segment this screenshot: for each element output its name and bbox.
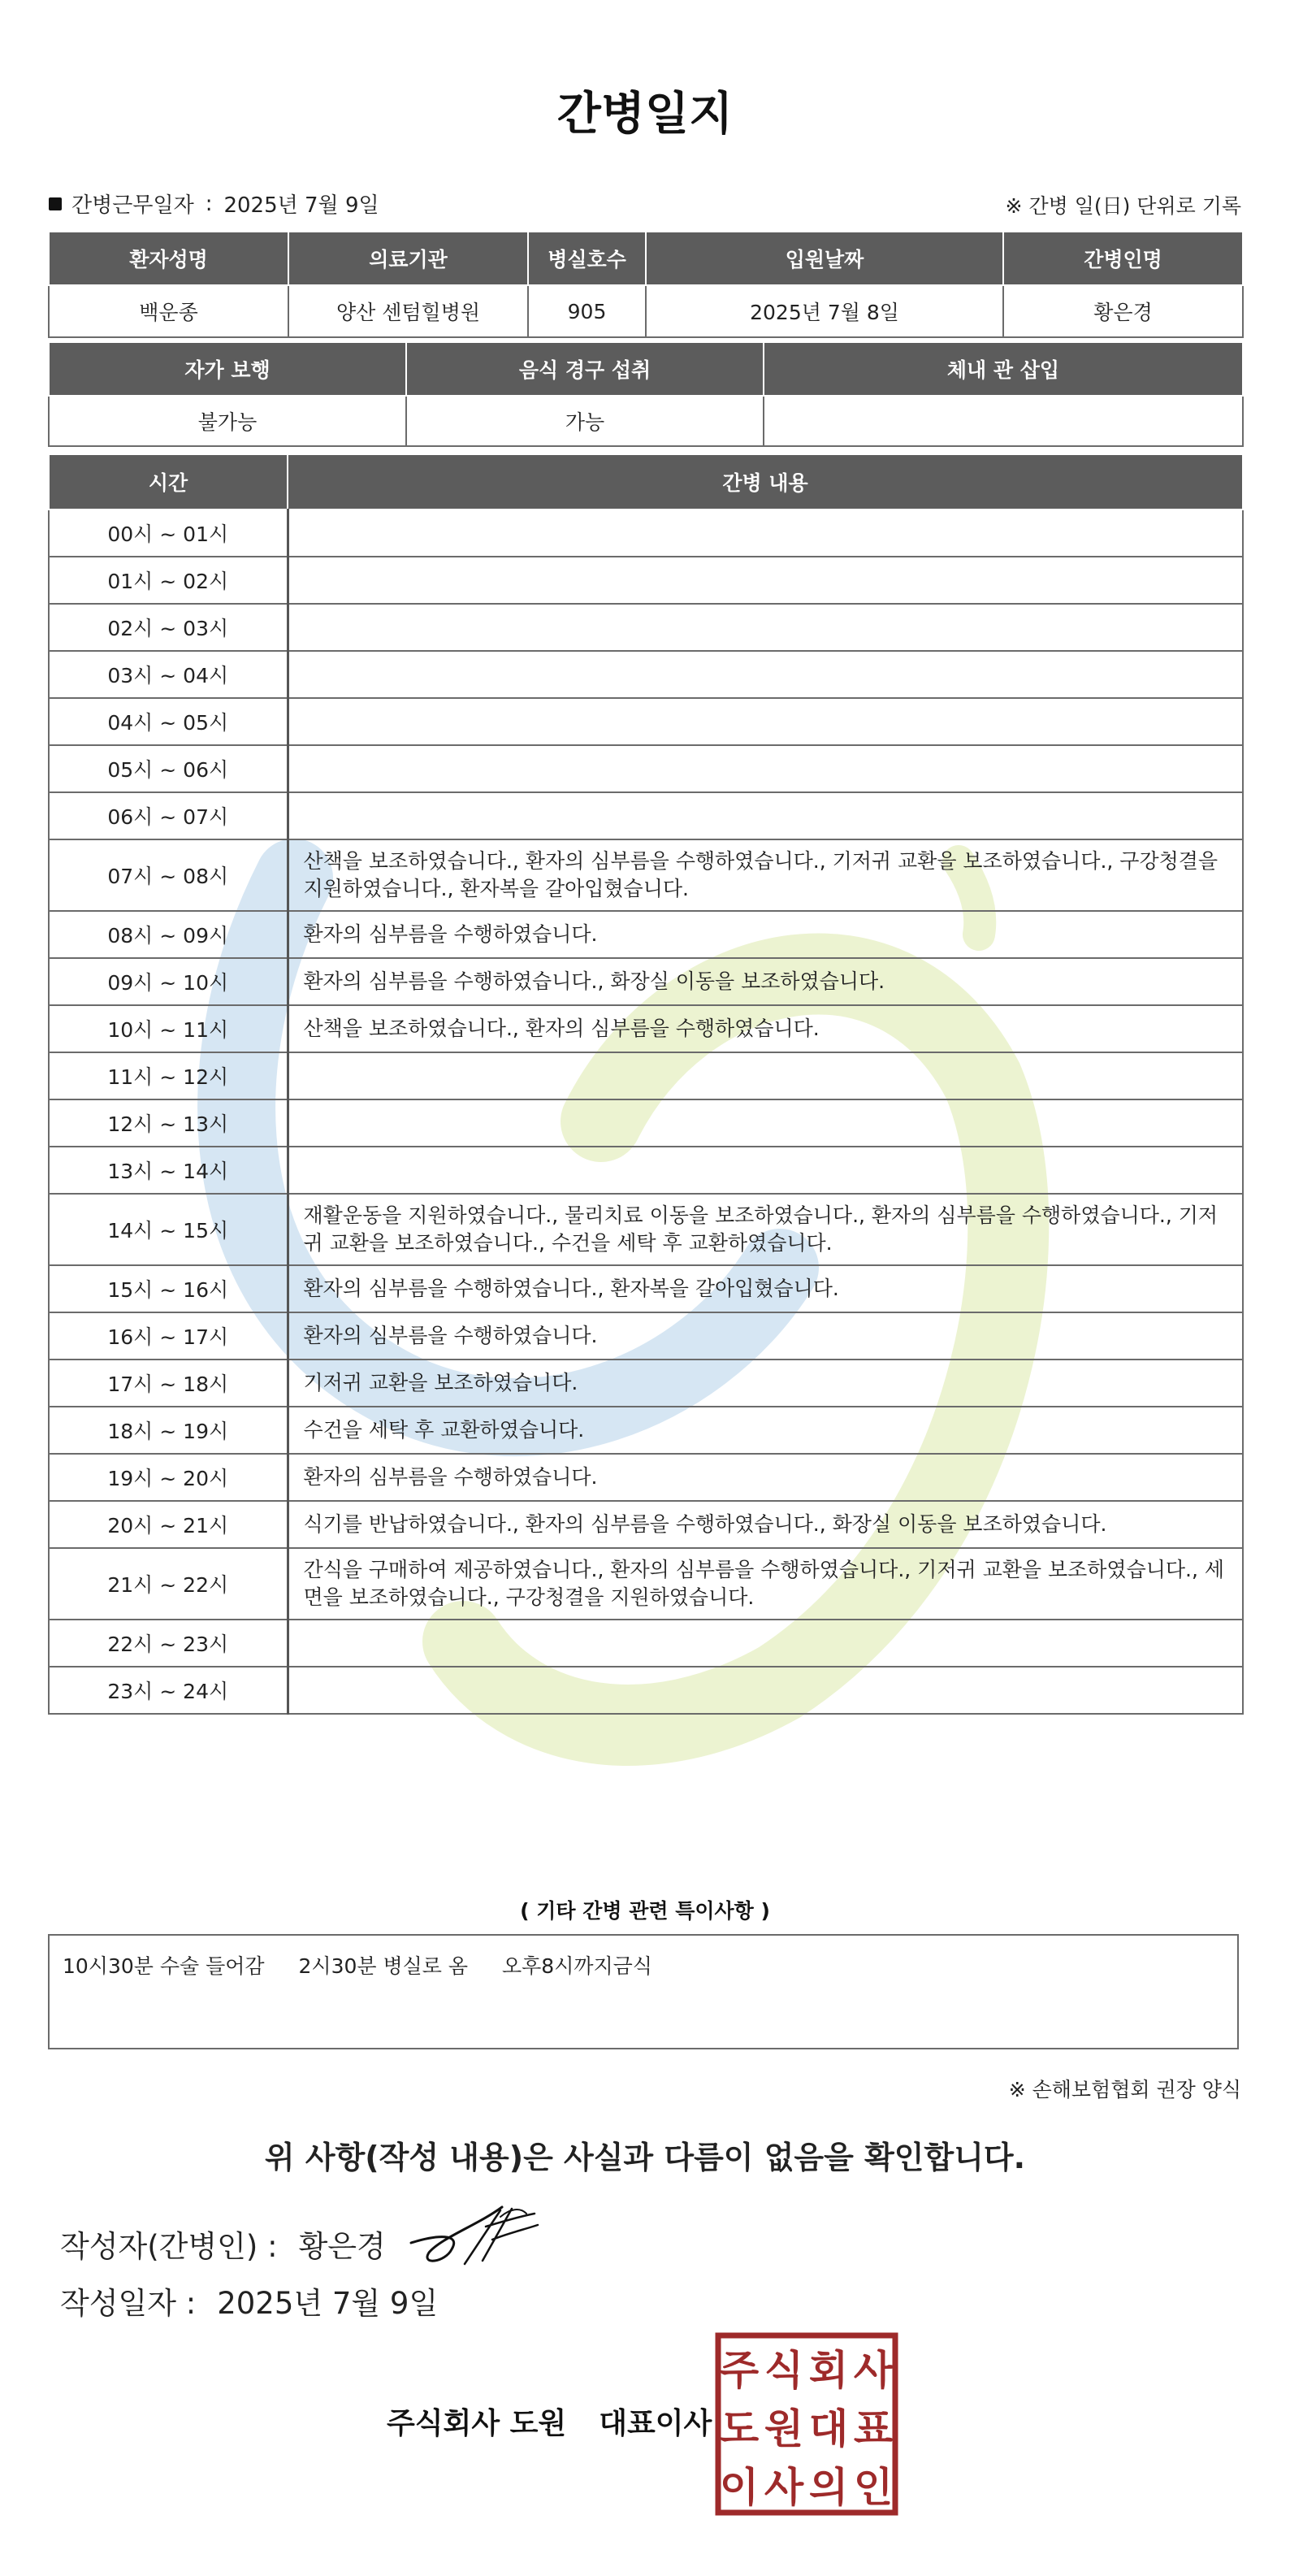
care-content bbox=[288, 604, 1243, 651]
table-row bbox=[49, 1312, 1243, 1360]
care-content bbox=[288, 1620, 1243, 1667]
header-tube-insertion: 체내 관 삽입 bbox=[764, 342, 1243, 396]
writer-name: 황은경 bbox=[298, 2229, 386, 2264]
time-slot: 22시 ~ 23시 bbox=[49, 1620, 288, 1667]
care-content: 환자의 심부름을 수행하였습니다., 화장실 이동을 보조하였습니다. bbox=[288, 958, 1243, 1005]
table-row bbox=[49, 1620, 1243, 1667]
work-date-separator: : bbox=[205, 191, 213, 216]
patient-name: 백운종 bbox=[49, 285, 288, 337]
table-row bbox=[49, 604, 1243, 651]
seal-character: 회 bbox=[808, 2347, 849, 2394]
written-date-value: 2025년 7월 9일 bbox=[217, 2286, 439, 2321]
care-content: 환자의 심부름을 수행하였습니다. bbox=[288, 1312, 1243, 1360]
seal-character: 의 bbox=[808, 2464, 849, 2511]
table-row bbox=[49, 911, 1243, 958]
care-content bbox=[288, 1052, 1243, 1099]
seal-character: 표 bbox=[853, 2405, 894, 2452]
seal-character: 주 bbox=[719, 2347, 760, 2394]
table-row bbox=[49, 1360, 1243, 1407]
table-row bbox=[49, 1548, 1243, 1620]
special-note-item: 2시30분 병실로 옴 bbox=[298, 1954, 469, 1978]
header-patient-name: 환자성명 bbox=[49, 232, 288, 285]
table-row bbox=[49, 1194, 1243, 1265]
special-notes-title: ( 기타 간병 관련 특이사항 ) bbox=[520, 1899, 770, 1923]
time-slot: 20시 ~ 21시 bbox=[49, 1501, 288, 1548]
time-slot: 04시 ~ 05시 bbox=[49, 698, 288, 745]
care-content: 식기를 반납하였습니다., 환자의 심부름을 수행하였습니다., 화장실 이동을 보조하였습니다. bbox=[288, 1501, 1243, 1548]
seal-character: 대 bbox=[808, 2405, 849, 2452]
time-slot: 11시 ~ 12시 bbox=[49, 1052, 288, 1099]
care-content bbox=[288, 1667, 1243, 1714]
bullet-square-icon bbox=[49, 197, 62, 210]
table-row bbox=[49, 1147, 1243, 1194]
writer-label: 작성자(간병인) : bbox=[60, 2229, 278, 2264]
seal-character: 사 bbox=[764, 2464, 804, 2511]
table-row bbox=[49, 1667, 1243, 1714]
written-date-label: 작성일자 : bbox=[60, 2286, 197, 2321]
header-time: 시간 bbox=[49, 454, 288, 510]
time-slot: 16시 ~ 17시 bbox=[49, 1312, 288, 1360]
work-date bbox=[49, 189, 379, 219]
table-row bbox=[49, 958, 1243, 1005]
care-content bbox=[288, 557, 1243, 604]
table-row bbox=[49, 557, 1243, 604]
header-self-walking: 자가 보행 bbox=[49, 342, 406, 396]
header-care-content: 간병 내용 bbox=[288, 454, 1243, 510]
table-row bbox=[49, 1454, 1243, 1501]
care-table bbox=[48, 453, 1244, 1715]
room-number: 905 bbox=[528, 285, 646, 337]
special-notes-box bbox=[48, 1934, 1239, 2049]
header-admission-date: 입원날짜 bbox=[646, 232, 1003, 285]
company-name: 주식회사 도원 bbox=[387, 2407, 567, 2440]
table-row bbox=[49, 1005, 1243, 1052]
confirmation-statement: 위 사항(작성 내용)은 사실과 다름이 없음을 확인합니다. bbox=[264, 2140, 1026, 2175]
work-date-label: 간병근무일자 bbox=[71, 193, 194, 218]
company-seal bbox=[715, 2332, 898, 2516]
record-note: ※ 간병 일(日) 단위로 기록 bbox=[1005, 194, 1241, 218]
table-row bbox=[49, 839, 1243, 911]
table-row bbox=[49, 745, 1243, 792]
table-row bbox=[49, 651, 1243, 698]
seal-character: 사 bbox=[853, 2347, 894, 2394]
care-content: 수건을 세탁 후 교환하였습니다. bbox=[288, 1407, 1243, 1454]
header-oral-intake: 음식 경구 섭취 bbox=[406, 342, 764, 396]
form-note: ※ 손해보험협회 권장 양식 bbox=[1008, 2078, 1241, 2101]
time-slot: 05시 ~ 06시 bbox=[49, 745, 288, 792]
table-row bbox=[49, 510, 1243, 557]
care-content bbox=[288, 1099, 1243, 1147]
condition-table bbox=[48, 341, 1244, 447]
seal-character: 인 bbox=[853, 2464, 894, 2511]
handwritten-signature bbox=[405, 2192, 544, 2274]
care-content bbox=[288, 792, 1243, 839]
care-content: 재활운동을 지원하였습니다., 물리치료 이동을 보조하였습니다., 환자의 심부름을 수행하였습니다., 기저귀 교환을 보조하였습니다., 수건을 세탁 후 교환하였습니다. bbox=[288, 1194, 1243, 1265]
time-slot: 06시 ~ 07시 bbox=[49, 792, 288, 839]
time-slot: 08시 ~ 09시 bbox=[49, 911, 288, 958]
table-row bbox=[49, 1501, 1243, 1548]
time-slot: 15시 ~ 16시 bbox=[49, 1265, 288, 1312]
care-content: 환자의 심부름을 수행하였습니다., 환자복을 갈아입혔습니다. bbox=[288, 1265, 1243, 1312]
care-content: 간식을 구매하여 제공하였습니다., 환자의 심부름을 수행하였습니다., 기저귀 교환을 보조하였습니다., 세면을 보조하였습니다., 구강청결을 지원하였습니다. bbox=[288, 1548, 1243, 1620]
table-row bbox=[49, 1099, 1243, 1147]
oral-intake-value: 가능 bbox=[406, 396, 764, 446]
care-content: 기저귀 교환을 보조하였습니다. bbox=[288, 1360, 1243, 1407]
representative-title: 대표이사 bbox=[599, 2407, 712, 2440]
time-slot: 18시 ~ 19시 bbox=[49, 1407, 288, 1454]
time-slot: 13시 ~ 14시 bbox=[49, 1147, 288, 1194]
time-slot: 10시 ~ 11시 bbox=[49, 1005, 288, 1052]
care-content bbox=[288, 651, 1243, 698]
time-slot: 17시 ~ 18시 bbox=[49, 1360, 288, 1407]
care-content bbox=[288, 745, 1243, 792]
table-row bbox=[49, 1407, 1243, 1454]
tube-insertion-value bbox=[764, 396, 1243, 446]
time-slot: 23시 ~ 24시 bbox=[49, 1667, 288, 1714]
care-content: 산책을 보조하였습니다., 환자의 심부름을 수행하였습니다. bbox=[288, 1005, 1243, 1052]
header-caregiver: 간병인명 bbox=[1003, 232, 1243, 285]
table-row bbox=[49, 792, 1243, 839]
time-slot: 21시 ~ 22시 bbox=[49, 1548, 288, 1620]
time-slot: 12시 ~ 13시 bbox=[49, 1099, 288, 1147]
time-slot: 03시 ~ 04시 bbox=[49, 651, 288, 698]
time-slot: 09시 ~ 10시 bbox=[49, 958, 288, 1005]
header-room: 병실호수 bbox=[528, 232, 646, 285]
seal-character: 도 bbox=[719, 2405, 760, 2452]
patient-table bbox=[48, 231, 1244, 338]
table-row bbox=[49, 1265, 1243, 1312]
seal-character: 원 bbox=[764, 2405, 804, 2452]
time-slot: 19시 ~ 20시 bbox=[49, 1454, 288, 1501]
time-slot: 01시 ~ 02시 bbox=[49, 557, 288, 604]
written-date-line bbox=[60, 2279, 438, 2322]
company-line bbox=[387, 2400, 712, 2442]
admission-date: 2025년 7월 8일 bbox=[646, 285, 1003, 337]
care-content bbox=[288, 698, 1243, 745]
caregiver-name: 황은경 bbox=[1003, 285, 1243, 337]
care-content bbox=[288, 510, 1243, 557]
time-slot: 07시 ~ 08시 bbox=[49, 839, 288, 911]
page-title: 간병일지 bbox=[556, 88, 734, 141]
time-slot: 00시 ~ 01시 bbox=[49, 510, 288, 557]
table-row bbox=[49, 1052, 1243, 1099]
seal-character: 식 bbox=[764, 2347, 804, 2394]
care-content: 산책을 보조하였습니다., 환자의 심부름을 수행하였습니다., 기저귀 교환을 보조하였습니다., 구강청결을 지원하였습니다., 환자복을 갈아입혔습니다. bbox=[288, 839, 1243, 911]
table-row bbox=[49, 698, 1243, 745]
time-slot: 14시 ~ 15시 bbox=[49, 1194, 288, 1265]
care-content bbox=[288, 1147, 1243, 1194]
seal-character: 이 bbox=[719, 2464, 760, 2511]
self-walking-value: 불가능 bbox=[49, 396, 406, 446]
special-note-item: 오후8시까지금식 bbox=[502, 1954, 652, 1978]
hospital-name: 양산 센텀힐병원 bbox=[288, 285, 528, 337]
care-content: 환자의 심부름을 수행하였습니다. bbox=[288, 1454, 1243, 1501]
special-note-item: 10시30분 수술 들어감 bbox=[63, 1954, 265, 1978]
writer-line bbox=[60, 2222, 386, 2266]
care-content: 환자의 심부름을 수행하였습니다. bbox=[288, 911, 1243, 958]
header-hospital: 의료기관 bbox=[288, 232, 528, 285]
work-date-value: 2025년 7월 9일 bbox=[223, 193, 379, 218]
time-slot: 02시 ~ 03시 bbox=[49, 604, 288, 651]
